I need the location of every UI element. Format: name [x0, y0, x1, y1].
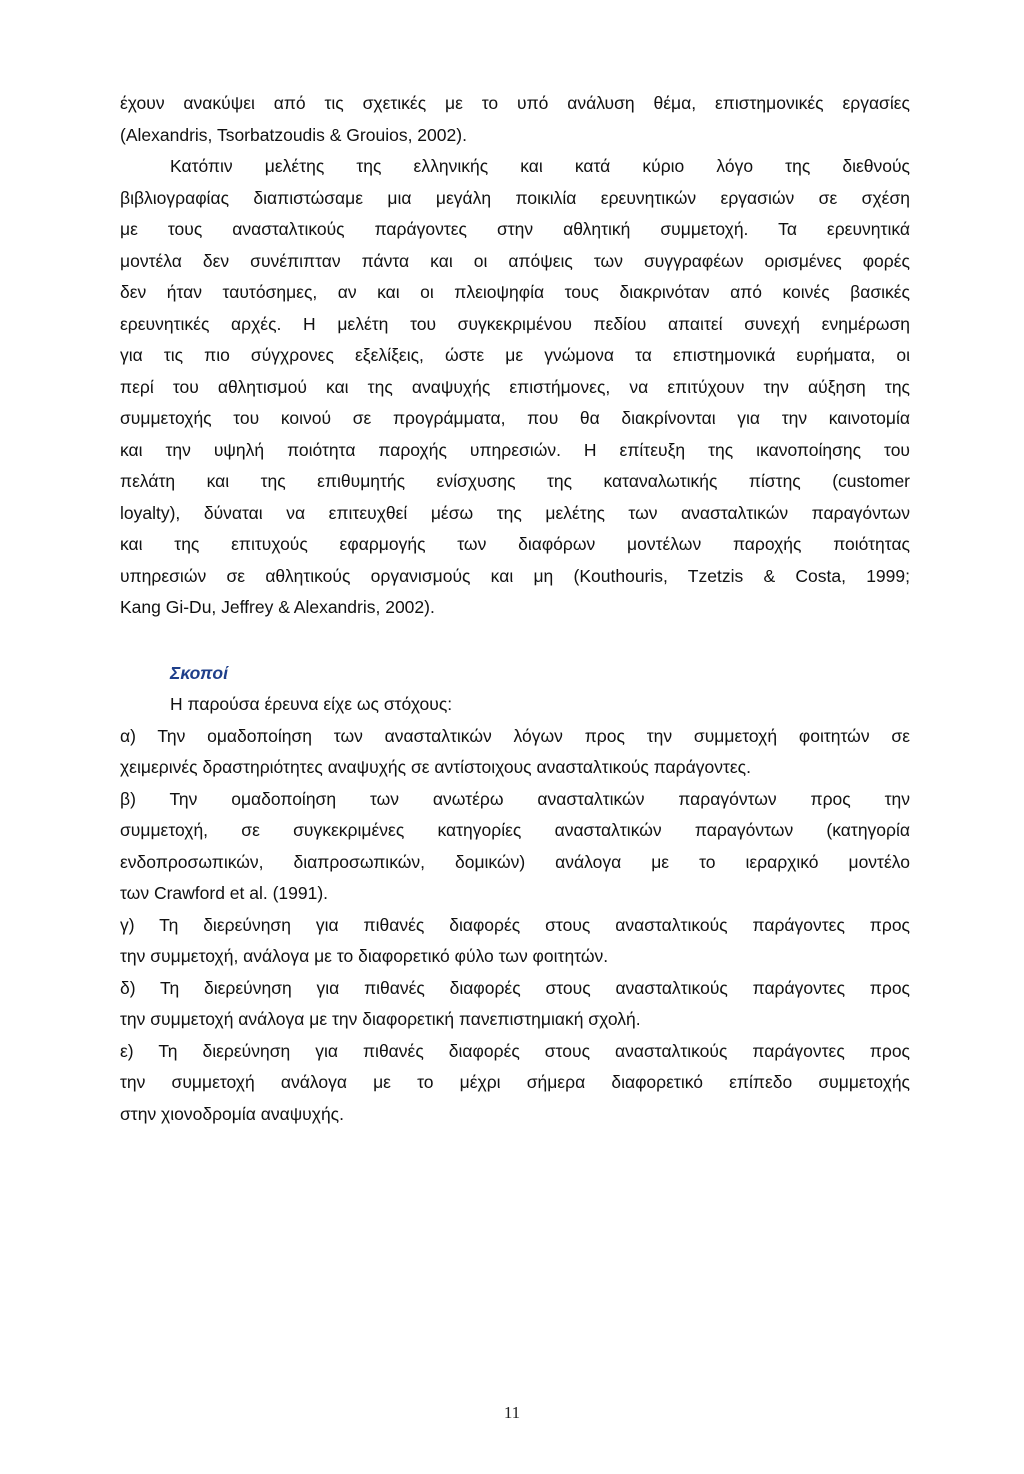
text-line: την συμμετοχή ανάλογα με το μέχρι σήμερα διαφορετικό επίπεδο συμμετοχής [120, 1072, 910, 1092]
text-line: συμμετοχής του κοινού σε προγράμματα, που θα διακρίνονται για την καινοτομία [120, 408, 910, 428]
text-line: και της επιτυχούς εφαρμογής των διαφόρων μοντέλων παροχής ποιότητας [120, 534, 910, 554]
text-line: μοντέλα δεν συνέπιπταν πάντα και οι απόψεις των συγγραφέων ορισμένες φορές [120, 250, 910, 271]
page-number: 11 [503, 1403, 521, 1422]
text-line: Kang Gi-Du, Jeffrey & Alexandris, 2002). [120, 597, 435, 617]
text-line: και την υψηλή ποιότητα παροχής υπηρεσιών. Η επίτευξη της ικανοποίησης του [120, 439, 910, 460]
text-line: στην χιονοδρομία αναψυχής. [120, 1103, 344, 1124]
section-spacer [120, 624, 910, 658]
objective-b [120, 784, 910, 910]
objective-d [120, 973, 910, 1036]
text-line: περί του αθλητισμού και της αναψυχής επιστήμονες, να επιτύχουν την αύξηση της [120, 376, 910, 397]
text-line: για τις πιο σύγχρονες εξελίξεις, ώστε με γνώμονα τα επιστημονικά ευρήματα, οι [120, 345, 910, 365]
text-line: γ) Τη διερεύνηση για πιθανές διαφορές στους ανασταλτικούς παράγοντες προς [120, 914, 910, 935]
text-line: των Crawford et al. (1991). [120, 883, 329, 903]
text-line: (Alexandris, Tsorbatzoudis & Grouios, 2002). [120, 124, 467, 145]
text-line: έχουν ανακύψει από τις σχετικές με το υπό ανάλυση θέμα, επιστημονικές εργασίες [120, 93, 910, 113]
text-line: loyalty), δύναται να επιτευχθεί μέσω της μελέτης των ανασταλτικών παραγόντων [120, 502, 910, 523]
text-line: με τους ανασταλτικούς παράγοντες στην αθλητική συμμετοχή. Τα ερευνητικά [120, 219, 910, 239]
text-line: δεν ήταν ταυτόσημες, αν και οι πλειοψηφία τους διακρινόταν από κοινές βασικές [120, 282, 910, 302]
text-line: την συμμετοχή ανάλογα με την διαφορετική πανεπιστημιακή σχολή. [120, 1009, 641, 1029]
text-line: πελάτη και της επιθυμητής ενίσχυσης της καταναλωτικής πίστης (customer [120, 471, 910, 491]
objective-c [120, 910, 910, 973]
text-line: δ) Τη διερεύνηση για πιθανές διαφορές στους ανασταλτικούς παράγοντες προς [120, 977, 910, 998]
text-line: β) Την ομαδοποίηση των ανωτέρω ανασταλτικών παραγόντων προς την [120, 788, 910, 809]
text-line: υπηρεσιών σε αθλητικούς οργανισμούς και μη (Kouthouris, Tzetzis & Costa, 1999; [120, 565, 910, 586]
section-intro: Η παρούσα έρευνα είχε ως στόχους: [170, 694, 453, 714]
text-line: συμμετοχή, σε συγκεκριμένες κατηγορίες ανασταλτικών παραγόντων (κατηγορία [120, 820, 910, 840]
text-line: Κατόπιν μελέτης της ελληνικής και κατά κύριο λόγο της διεθνούς [170, 156, 910, 176]
paragraph-literature-review [120, 151, 910, 624]
section-heading: Σκοποί [170, 662, 228, 683]
text-line: ενδοπροσωπικών, διαπροσωπικών, δομικών) ανάλογα με το ιεραρχικό μοντέλο [120, 851, 910, 872]
text-line: α) Την ομαδοποίηση των ανασταλτικών λόγων προς την συμμετοχή φοιτητών σε [120, 725, 910, 746]
text-line: βιβλιογραφίας διαπιστώσαμε μια μεγάλη ποικιλία ερευνητικών εργασιών σε σχέση [120, 187, 910, 208]
paragraph-continuation [120, 88, 910, 151]
text-line: ερευνητικές αρχές. Η μελέτη του συγκεκριμένου πεδίου απαιτεί συνεχή ενημέρωση [120, 313, 910, 334]
objective-a [120, 721, 910, 784]
document-page [120, 88, 910, 1130]
text-line: ε) Τη διερεύνηση για πιθανές διαφορές στους ανασταλτικούς παράγοντες προς [120, 1040, 910, 1061]
objective-e [120, 1036, 910, 1131]
text-line: την συμμετοχή, ανάλογα με το διαφορετικό φύλο των φοιτητών. [120, 946, 609, 966]
text-line: χειμερινές δραστηριότητες αναψυχής σε αντίστοιχους ανασταλτικούς παράγοντες. [120, 757, 751, 777]
